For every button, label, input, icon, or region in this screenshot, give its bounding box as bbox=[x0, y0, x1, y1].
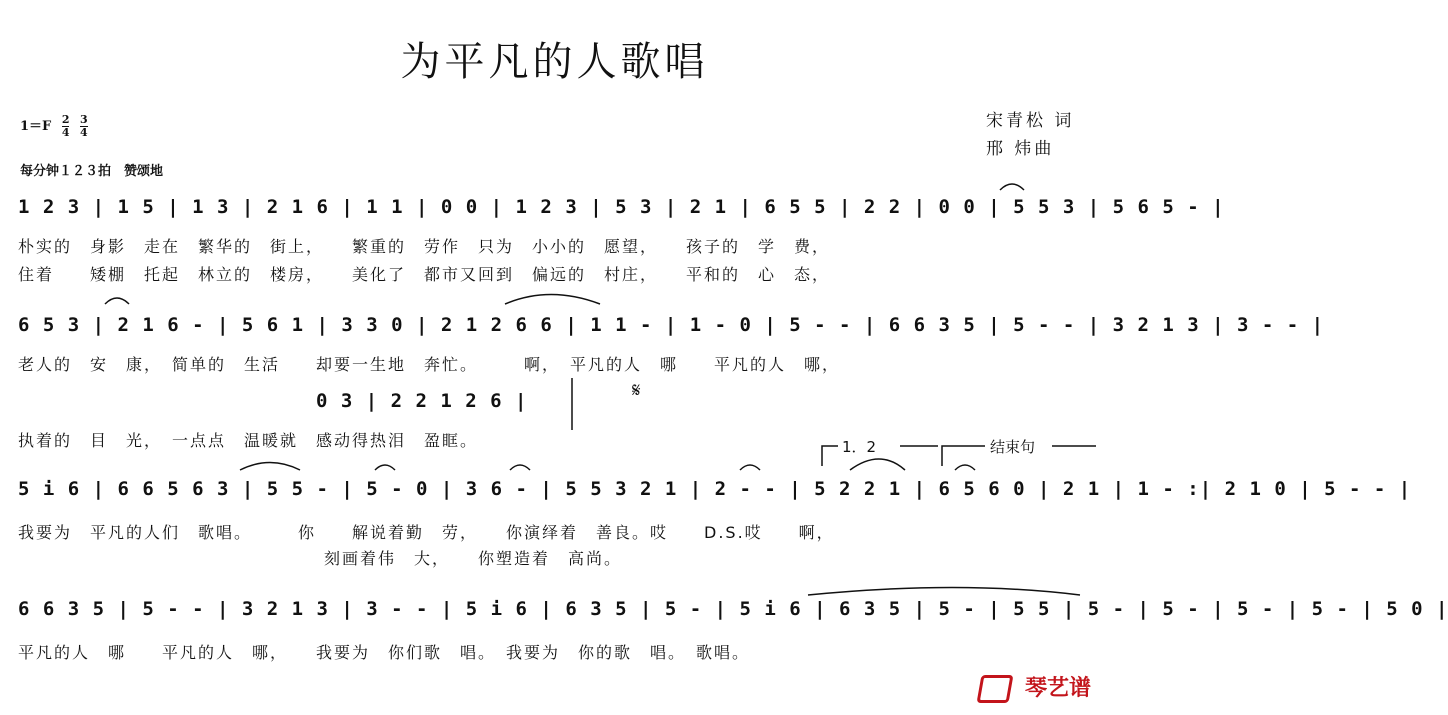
time-den: 4 bbox=[61, 126, 70, 139]
watermark-logo bbox=[979, 671, 1091, 703]
time-num: 3 bbox=[80, 113, 88, 126]
slur-icon bbox=[375, 465, 395, 470]
slur-icon bbox=[1000, 184, 1024, 190]
volta-bracket bbox=[822, 446, 838, 466]
lyric-line-2b: 执着的 目 光， 一点点 温暖就 感动得热泪 盈眶。 bbox=[18, 431, 479, 450]
slur-icon bbox=[510, 465, 530, 470]
lyric-line-4: 平凡的人 哪 平凡的人 哪， 我要为 你们歌 唱。 我要为 你的歌 唱。 歌唱。 bbox=[18, 643, 751, 662]
slur-icon bbox=[505, 295, 600, 305]
slur-icon bbox=[740, 465, 760, 470]
lyric-line-3b: 刻画着伟 大， 你塑造着 高尚。 bbox=[18, 549, 623, 568]
slur-icon bbox=[105, 298, 129, 304]
volta-1-2: 1．2 bbox=[842, 438, 877, 456]
lyric-line-3a: 我要为 平凡的人们 歌唱。 你 解说着勤 劳， 你演绎着 善良。哎 D.S.哎 啊， bbox=[18, 523, 835, 542]
logo-icon bbox=[977, 675, 1014, 703]
alt-notation: 0 3 | 2 2 1 2 6 | bbox=[316, 390, 528, 412]
lyric-line-1b: 住着 矮棚 托起 林立的 楼房， 美化了 都市又回到 偏远的 村庄， 平和的 心 态， bbox=[18, 265, 831, 284]
time-num: 2 bbox=[61, 113, 70, 126]
lyric-line-2: 老人的 安 康， 简单的 生活 却要一生地 奔忙。 啊， 平凡的人 哪 平凡的人 哪， bbox=[18, 355, 841, 374]
time-den: 4 bbox=[80, 126, 88, 139]
segno-icon: 𝄋 bbox=[632, 378, 641, 402]
key-label: 1＝F bbox=[20, 119, 52, 134]
slur-icon bbox=[240, 463, 300, 471]
notation-line-3: 5 i 6 | 6 6 5 6 3 | 5 5 - | 5 - 0 | 3 6 - | 5 5 3 2 1 | 2 - - | 5 2 2 1 | 6 5 6 0 | 2 1 | 1 - :| 2 1 0 | 5 - - | bbox=[18, 478, 1412, 500]
tempo-marking: 每分钟１２３拍 赞颂地 bbox=[20, 164, 164, 179]
notation-line-2: 6 5 3 | 2 1 6 - | 5 6 1 | 3 3 0 | 2 1 2 6 6 | 1 1 - | 1 - 0 | 5 - - | 6 6 3 5 | 5 - - | 3 2 1 3 | 3 - - | bbox=[18, 314, 1325, 336]
composer-credit: 邢 炜曲 bbox=[986, 139, 1055, 159]
ending-bracket bbox=[942, 446, 985, 466]
watermark-text: 琴艺谱 bbox=[1024, 676, 1091, 701]
slur-icon bbox=[955, 465, 975, 470]
slur-icon bbox=[850, 459, 905, 470]
lyric-line-1a: 朴实的 身影 走在 繁华的 街上， 繁重的 劳作 只为 小小的 愿望， 孩子的 学 费， bbox=[18, 237, 831, 256]
notation-line-1: 1 2 3 | 1 5 | 1 3 | 2 1 6 | 1 1 | 0 0 | 1 2 3 | 5 3 | 2 1 | 6 5 5 | 2 2 | 0 0 | 5 5 3 | 5 6 5 - | bbox=[18, 196, 1225, 218]
notation-line-4: 6 6 3 5 | 5 - - | 3 2 1 3 | 3 - - | 5 i 6 | 6 3 5 | 5 - | 5 i 6 | 6 3 5 | 5 - | 5 5 | 5 - | 5 - | 5 - | 5 - | 5 0 | bbox=[18, 598, 1448, 620]
song-title: 为平凡的人歌唱 bbox=[400, 39, 709, 85]
ending-label: 结束句 bbox=[990, 438, 1036, 456]
lyricist-credit: 宋青松 词 bbox=[986, 111, 1075, 131]
slur-icon bbox=[808, 588, 1080, 596]
